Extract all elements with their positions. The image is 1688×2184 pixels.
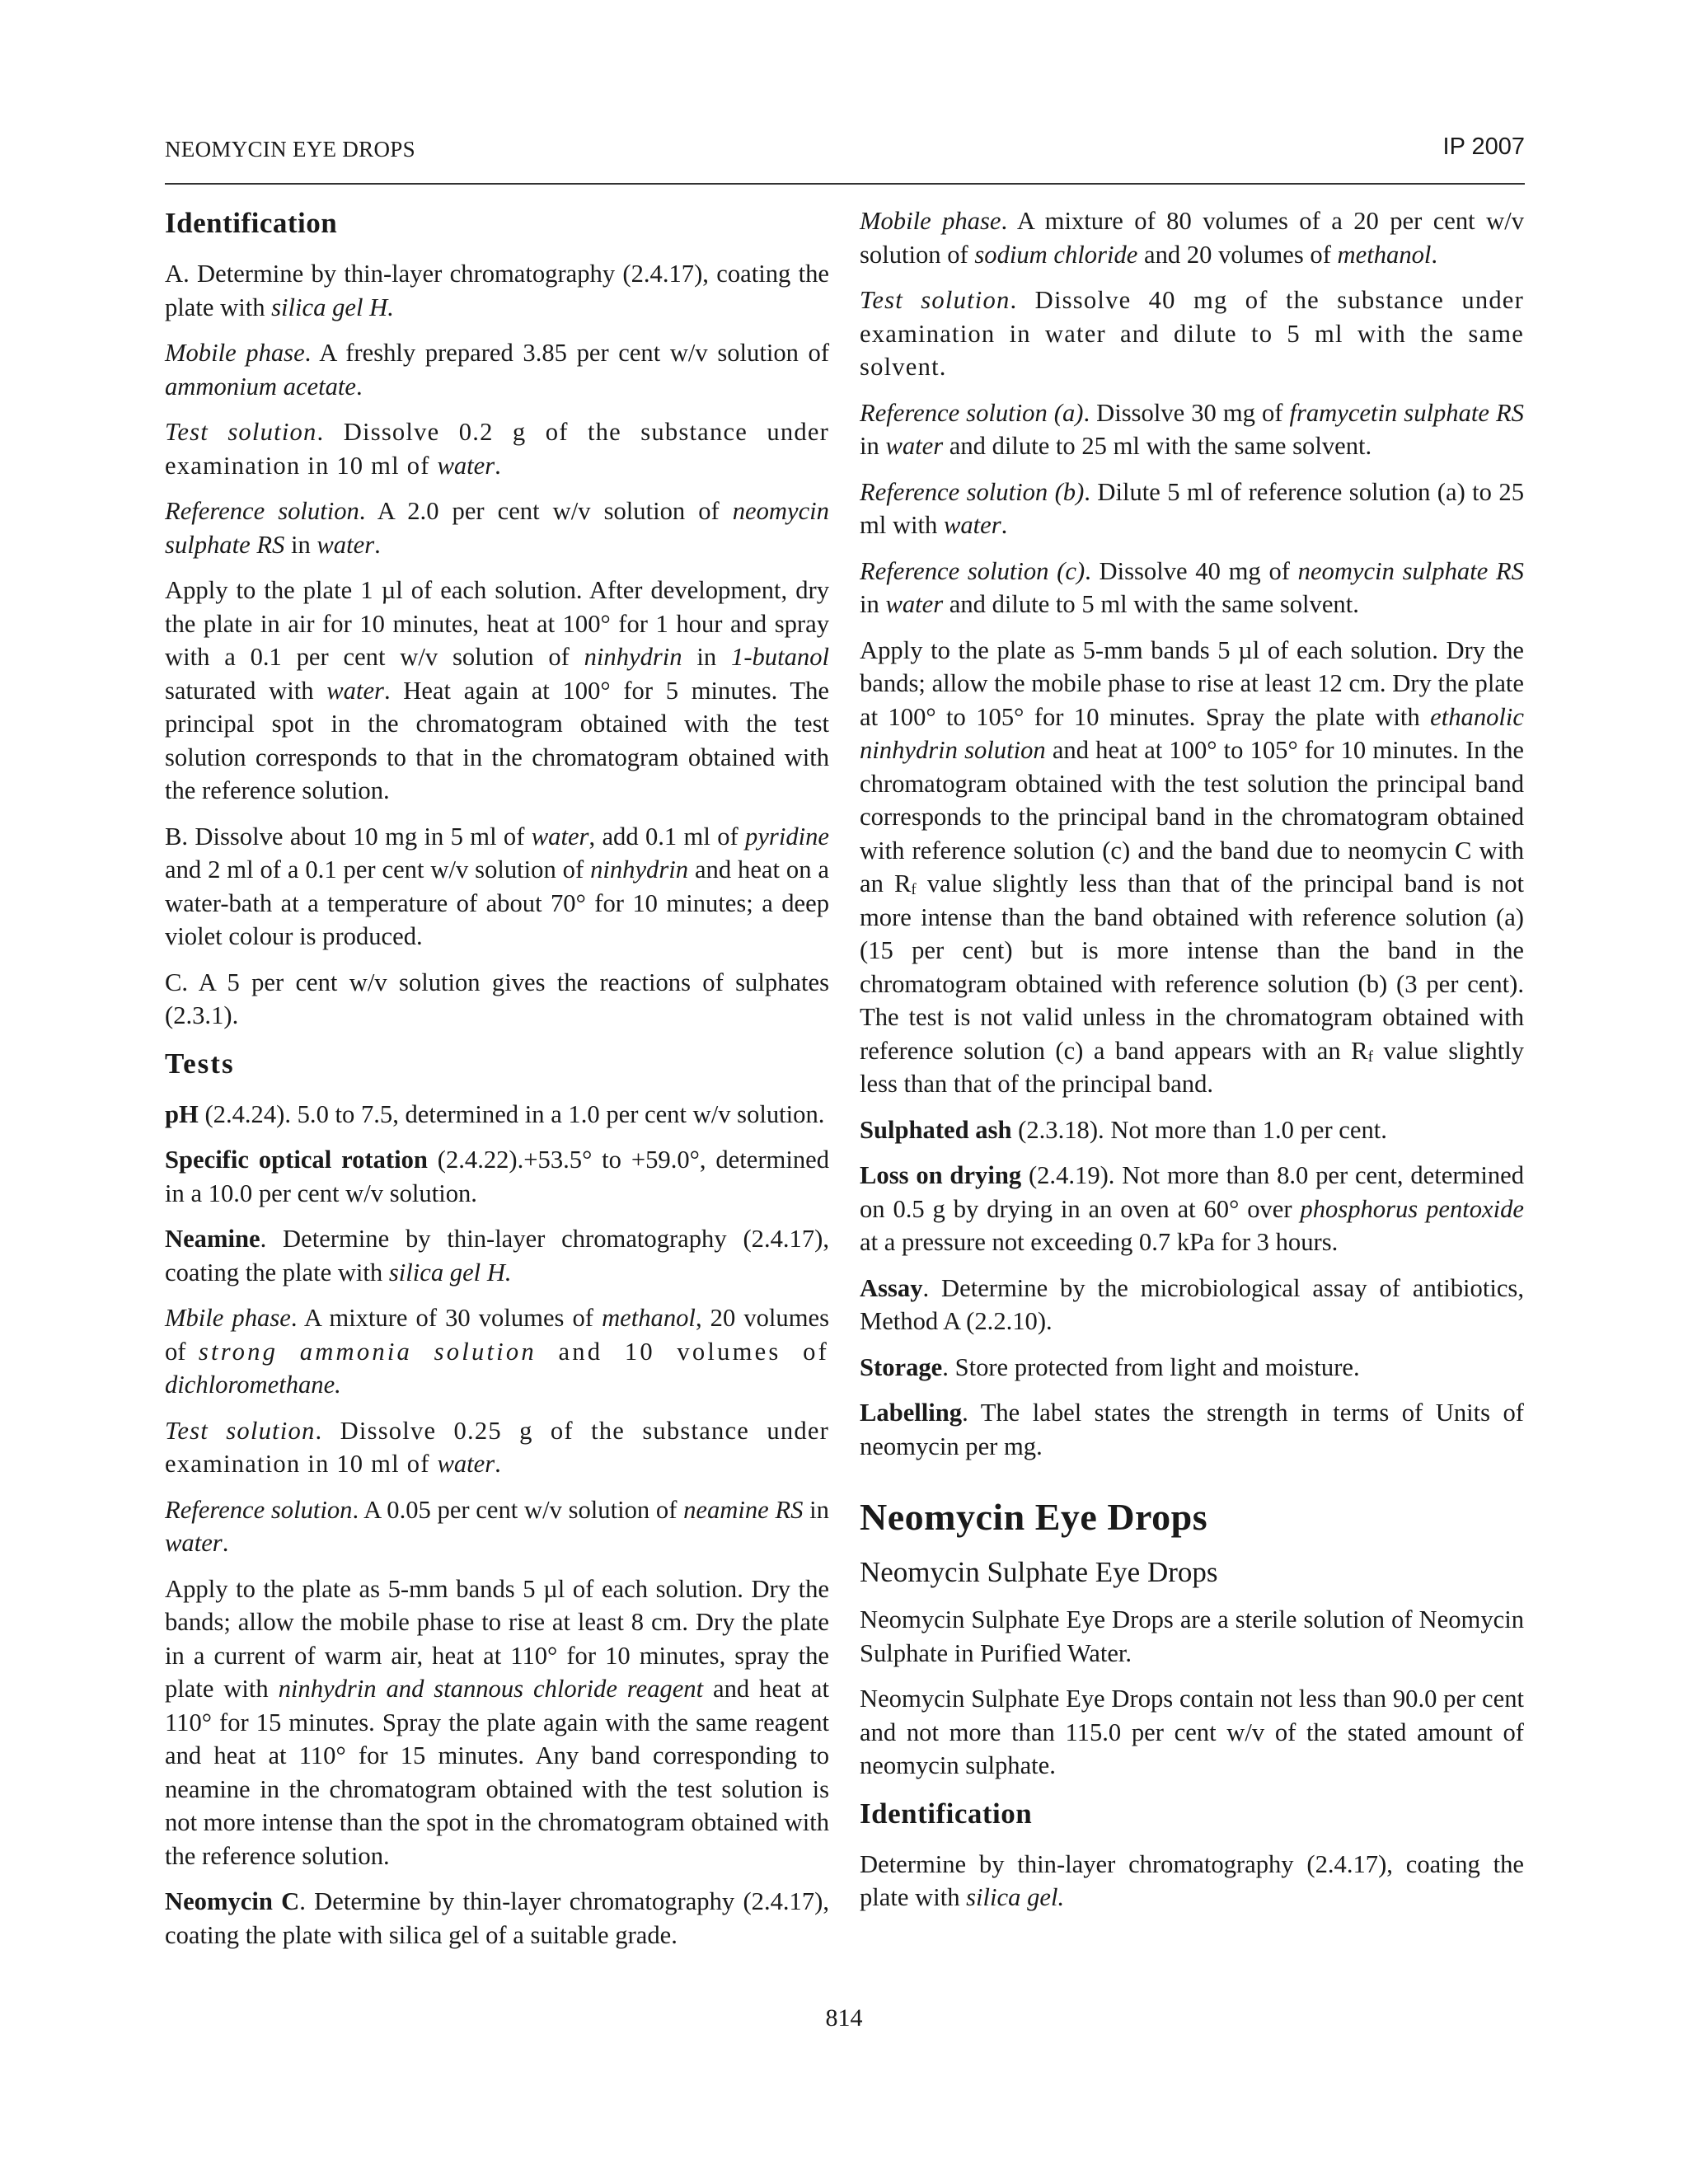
ph-test: pH (2.4.24). 5.0 to 7.5, determined in a 1.0 per cent w/v solution. xyxy=(165,1099,825,1128)
test-solution-3: Test solution. Dissolve 40 mg of the substance under examination in water and dilute to 5 ml with the same solvent. xyxy=(860,286,1524,381)
storage: Storage. Store protected from light and moisture. xyxy=(860,1352,1360,1381)
reference-solution-2: Reference solution. A 0.05 per cent w/v solution of neamine RS in water. xyxy=(165,1495,829,1557)
reference-solution-c: Reference solution (c). Dissolve 40 mg of neomycin sulphate RS in water and dilute to 5 ml with the same solvent. xyxy=(860,556,1524,618)
identification-heading-2: Identification xyxy=(860,1797,1033,1830)
procedure-3: Apply to the plate as 5-mm bands 5 µl of each solution. Dry the bands; allow the mobile phase to rise at least 12 cm. Dry the plate at 100° to 105° for 10 minutes. Spray the plate with ethanolic ninhydrin solution and heat at 100° to 105° for 10 minutes. In the chromatogram obtained with the test solution the principal band corresponds to the principal band in the chromatogram obtained with reference solution (c) and the band due to neomycin C with an $R_f$ value slightly less than that of the principal band is not more intense than the band obtained with reference solution (a) (15 per cent) but is more intense than the band in the chromatogram obtained with reference solution (b) (3 per cent). The test is not valid unless in the chromatogram obtained with reference solution (c) a band appears with an $R_f$ value slightly less than that of the principal band. xyxy=(860,635,1525,1098)
page-number: 814 xyxy=(825,2004,863,2032)
reference-solution-a: Reference solution (a). Dissolve 30 mg of framycetin sulphate RS in water and dilute to 25 ml with the same solvent. xyxy=(860,398,1524,460)
identification-c: C. A 5 per cent w/v solution gives the reactions of sulphates (2.3.1). xyxy=(165,968,829,1029)
mobile-phase-2: Mbile phase. A mixture of 30 volumes of methanol, 20 volumes of strong ammonia solution and 10 volumes of dichloromethane. xyxy=(165,1304,829,1399)
identification-eye-drops: Determine by thin-layer chromatography (2.4.17), coating the plate with silica gel. xyxy=(860,1849,1524,1911)
reference-solution-b: Reference solution (b). Dilute 5 ml of reference solution (a) to 25 ml with water. xyxy=(860,477,1525,539)
right-column xyxy=(860,204,1524,1927)
test-solution-1: Test solution. Dissolve 0.2 g of the substance under examination in 10 ml of water. xyxy=(165,418,829,480)
running-title: NEOMYCIN EYE DROPS xyxy=(165,137,415,162)
reference-solution-1: Reference solution. A 2.0 per cent w/v solution of neomycin sulphate RS in water. xyxy=(165,497,829,559)
left-column xyxy=(165,204,829,1964)
monograph-title: Neomycin Eye Drops xyxy=(860,1496,1208,1538)
definition-1: Neomycin Sulphate Eye Drops are a sterile solution of Neomycin Sulphate in Purified Water. xyxy=(860,1605,1524,1667)
mobile-phase-1: Mobile phase. A freshly prepared 3.85 per cent w/v solution of ammonium acetate. xyxy=(165,339,830,401)
specific-optical-rotation: Specific optical rotation (2.4.22).+53.5° to +59.0°, determined in a 10.0 per cent w/v solution. xyxy=(165,1146,830,1207)
assay: Assay. Determine by the microbiological assay of antibiotics, Method A (2.2.10). xyxy=(860,1273,1524,1335)
test-solution-2: Test solution. Dissolve 0.25 g of the substance under examination in 10 ml of water. xyxy=(165,1416,829,1478)
labelling: Labelling. The label states the strength in terms of Units of neomycin per mg. xyxy=(860,1399,1524,1460)
identification-a: A. Determine by thin-layer chromatography (2.4.17), coating the plate with silica gel H. xyxy=(165,260,829,321)
monograph-subtitle: Neomycin Sulphate Eye Drops xyxy=(860,1556,1218,1588)
procedure-1: Apply to the plate 1 µl of each solution. After development, dry the plate in air for 10 minutes, heat at 100° for 1 hour and spray with a 0.1 per cent w/v solution of ninhydrin in 1-butanol saturated with water. Heat again at 100° for 5 minutes. The principal spot in the chromatogram obtained with the test solution corresponds to that in the chromatogram obtained with the reference solution. xyxy=(165,576,829,804)
neamine-test: Neamine. Determine by thin-layer chromatography (2.4.17), coating the plate with silica gel H. xyxy=(165,1225,829,1286)
edition-label: IP 2007 xyxy=(1442,134,1525,160)
mobile-phase-3: Mobile phase. A mixture of 80 volumes of a 20 per cent w/v solution of sodium chloride and 20 volumes of methanol. xyxy=(860,207,1524,269)
neomycin-c-test: Neomycin C. Determine by thin-layer chromatography (2.4.17), coating the plate with silica gel of a suitable grade. xyxy=(165,1887,829,1949)
sulphated-ash: Sulphated ash (2.3.18). Not more than 1.0 per cent. xyxy=(860,1115,1387,1144)
identification-heading: Identification xyxy=(165,207,338,239)
definition-2: Neomycin Sulphate Eye Drops contain not less than 90.0 per cent and not more than 115.0 per cent w/v of the stated amount of neomycin sulphate. xyxy=(860,1685,1524,1779)
page-header xyxy=(165,132,1525,185)
identification-b: B. Dissolve about 10 mg in 5 ml of water, add 0.1 ml of pyridine and 2 ml of a 0.1 per cent w/v solution of ninhydrin and heat on a water-bath at a temperature of about 70° for 10 minutes; a deep violet colour is produced. xyxy=(165,822,829,950)
loss-on-drying: Loss on drying (2.4.19). Not more than 8.0 per cent, determined on 0.5 g by drying in an oven at 60° over phosphorus pentoxide at a pressure not exceeding 0.7 kPa for 3 hours. xyxy=(860,1161,1524,1256)
procedure-2: Apply to the plate as 5-mm bands 5 µl of each solution. Dry the bands; allow the mobile phase to rise at least 8 cm. Dry the plate in a current of warm air, heat at 110° for 10 minutes, spray the plate with ninhydrin and stannous chloride reagent and heat at 110° for 15 minutes. Spray the plate again with the same reagent and heat at 110° for 15 minutes. Any band corresponding to neamine in the chromatogram obtained with the test solution is not more intense than the spot in the chromatogram obtained with the reference solution. xyxy=(165,1574,829,1870)
tests-heading: Tests xyxy=(165,1047,235,1080)
